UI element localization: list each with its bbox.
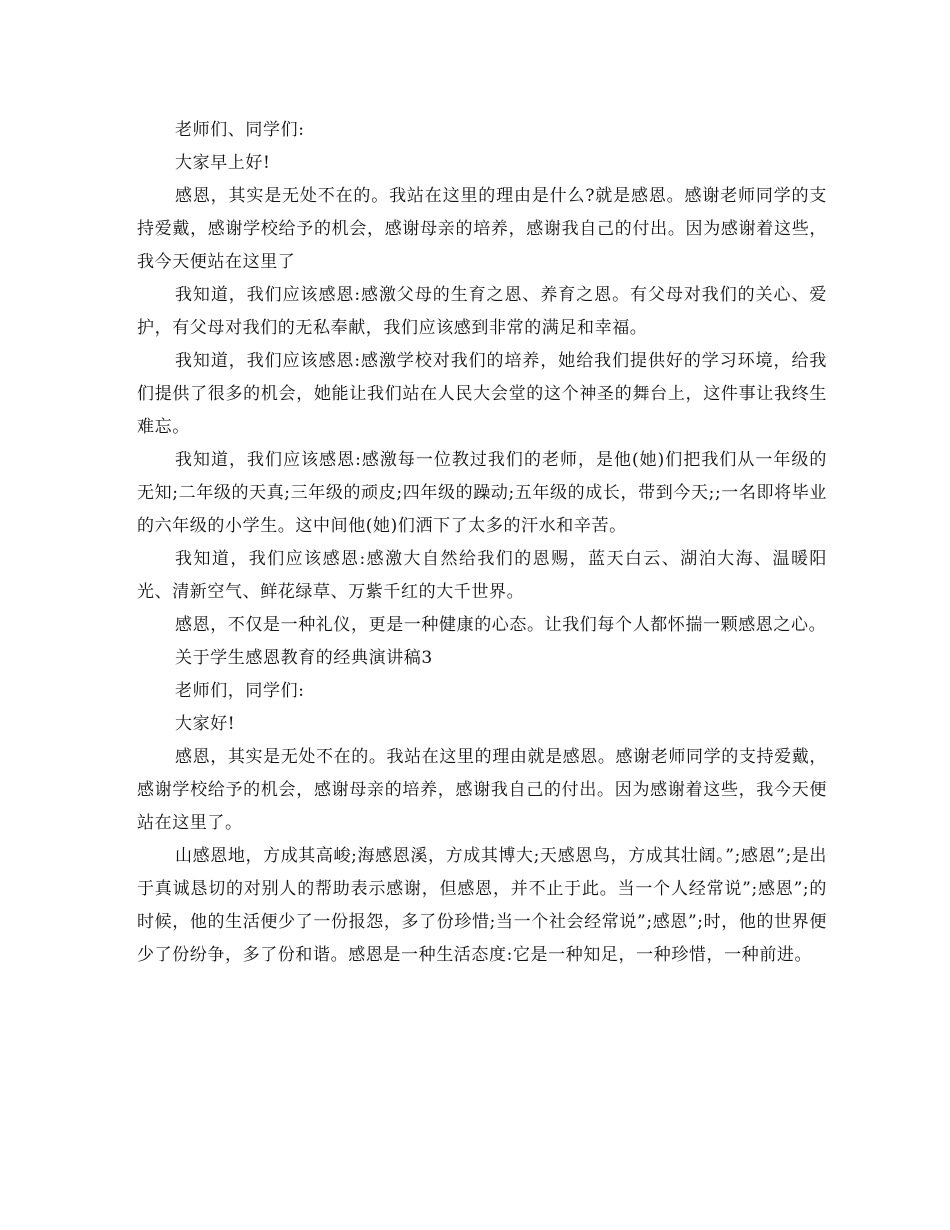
paragraph: 山感恩地，方成其高峻;海感恩溪，方成其博大;天感恩鸟，方成其壮阔。”;感恩”;是出于真诚恳切的对别人的帮助表示感谢，但感恩，并不止于此。当一个人经常说”;感恩”;的时候，他的生活便少了一份报怨，多了份珍惜;当一个社会经常说”;感恩”;时，他的世界便少了份纷争，多了份和谐。感恩是一种生活态度:它是一种知足，一种珍惜，一种前进。	[137, 846, 827, 965]
section-title: 关于学生感恩教育的经典演讲稿3	[175, 648, 433, 668]
paragraph: 我知道，我们应该感恩:感激每一位教过我们的老师，是他(她)们把我们从一年级的无知;二年级的天真;三年级的顽皮;四年级的躁动;五年级的成长，带到今天;;一名即将毕业的六年级的小学生。这中间他(她)们洒下了太多的汗水和辛苦。	[137, 450, 827, 536]
paragraph: 感恩，其实是无处不在的。我站在这里的理由就是感恩。感谢老师同学的支持爱戴，感谢学校给予的机会，感谢母亲的培养，感谢我自己的付出。因为感谢着这些，我今天便站在这里了。	[137, 747, 827, 833]
paragraph: 感恩，不仅是一种礼仪，更是一种健康的心态。让我们每个人都怀揣一颗感恩之心。	[175, 615, 827, 635]
greeting-morning: 大家早上好!	[175, 153, 271, 173]
paragraph: 我知道，我们应该感恩:感激大自然给我们的恩赐，蓝天白云、湖泊大海、温暖阳光、清新空气、鲜花绿草、万紫千红的大千世界。	[137, 549, 827, 602]
document-body	[137, 114, 827, 972]
paragraph: 我知道，我们应该感恩:感激学校对我们的培养，她给我们提供好的学习环境，给我们提供了很多的机会，她能让我们站在人民大会堂的这个神圣的舞台上，这件事让我终生难忘。	[137, 351, 827, 437]
greeting-hello: 大家好!	[175, 714, 236, 734]
greeting-line: 老师们，同学们:	[175, 681, 305, 701]
paragraph: 感恩，其实是无处不在的。我站在这里的理由是什么?就是感恩。感谢老师同学的支持爱戴，感谢学校给予的机会，感谢母亲的培养，感谢我自己的付出。因为感谢着这些，我今天便站在这里了	[137, 186, 827, 272]
greeting-line: 老师们、同学们:	[175, 120, 305, 140]
paragraph: 我知道，我们应该感恩:感激父母的生育之恩、养育之恩。有父母对我们的关心、爱护，有父母对我们的无私奉献，我们应该感到非常的满足和幸福。	[137, 285, 827, 338]
